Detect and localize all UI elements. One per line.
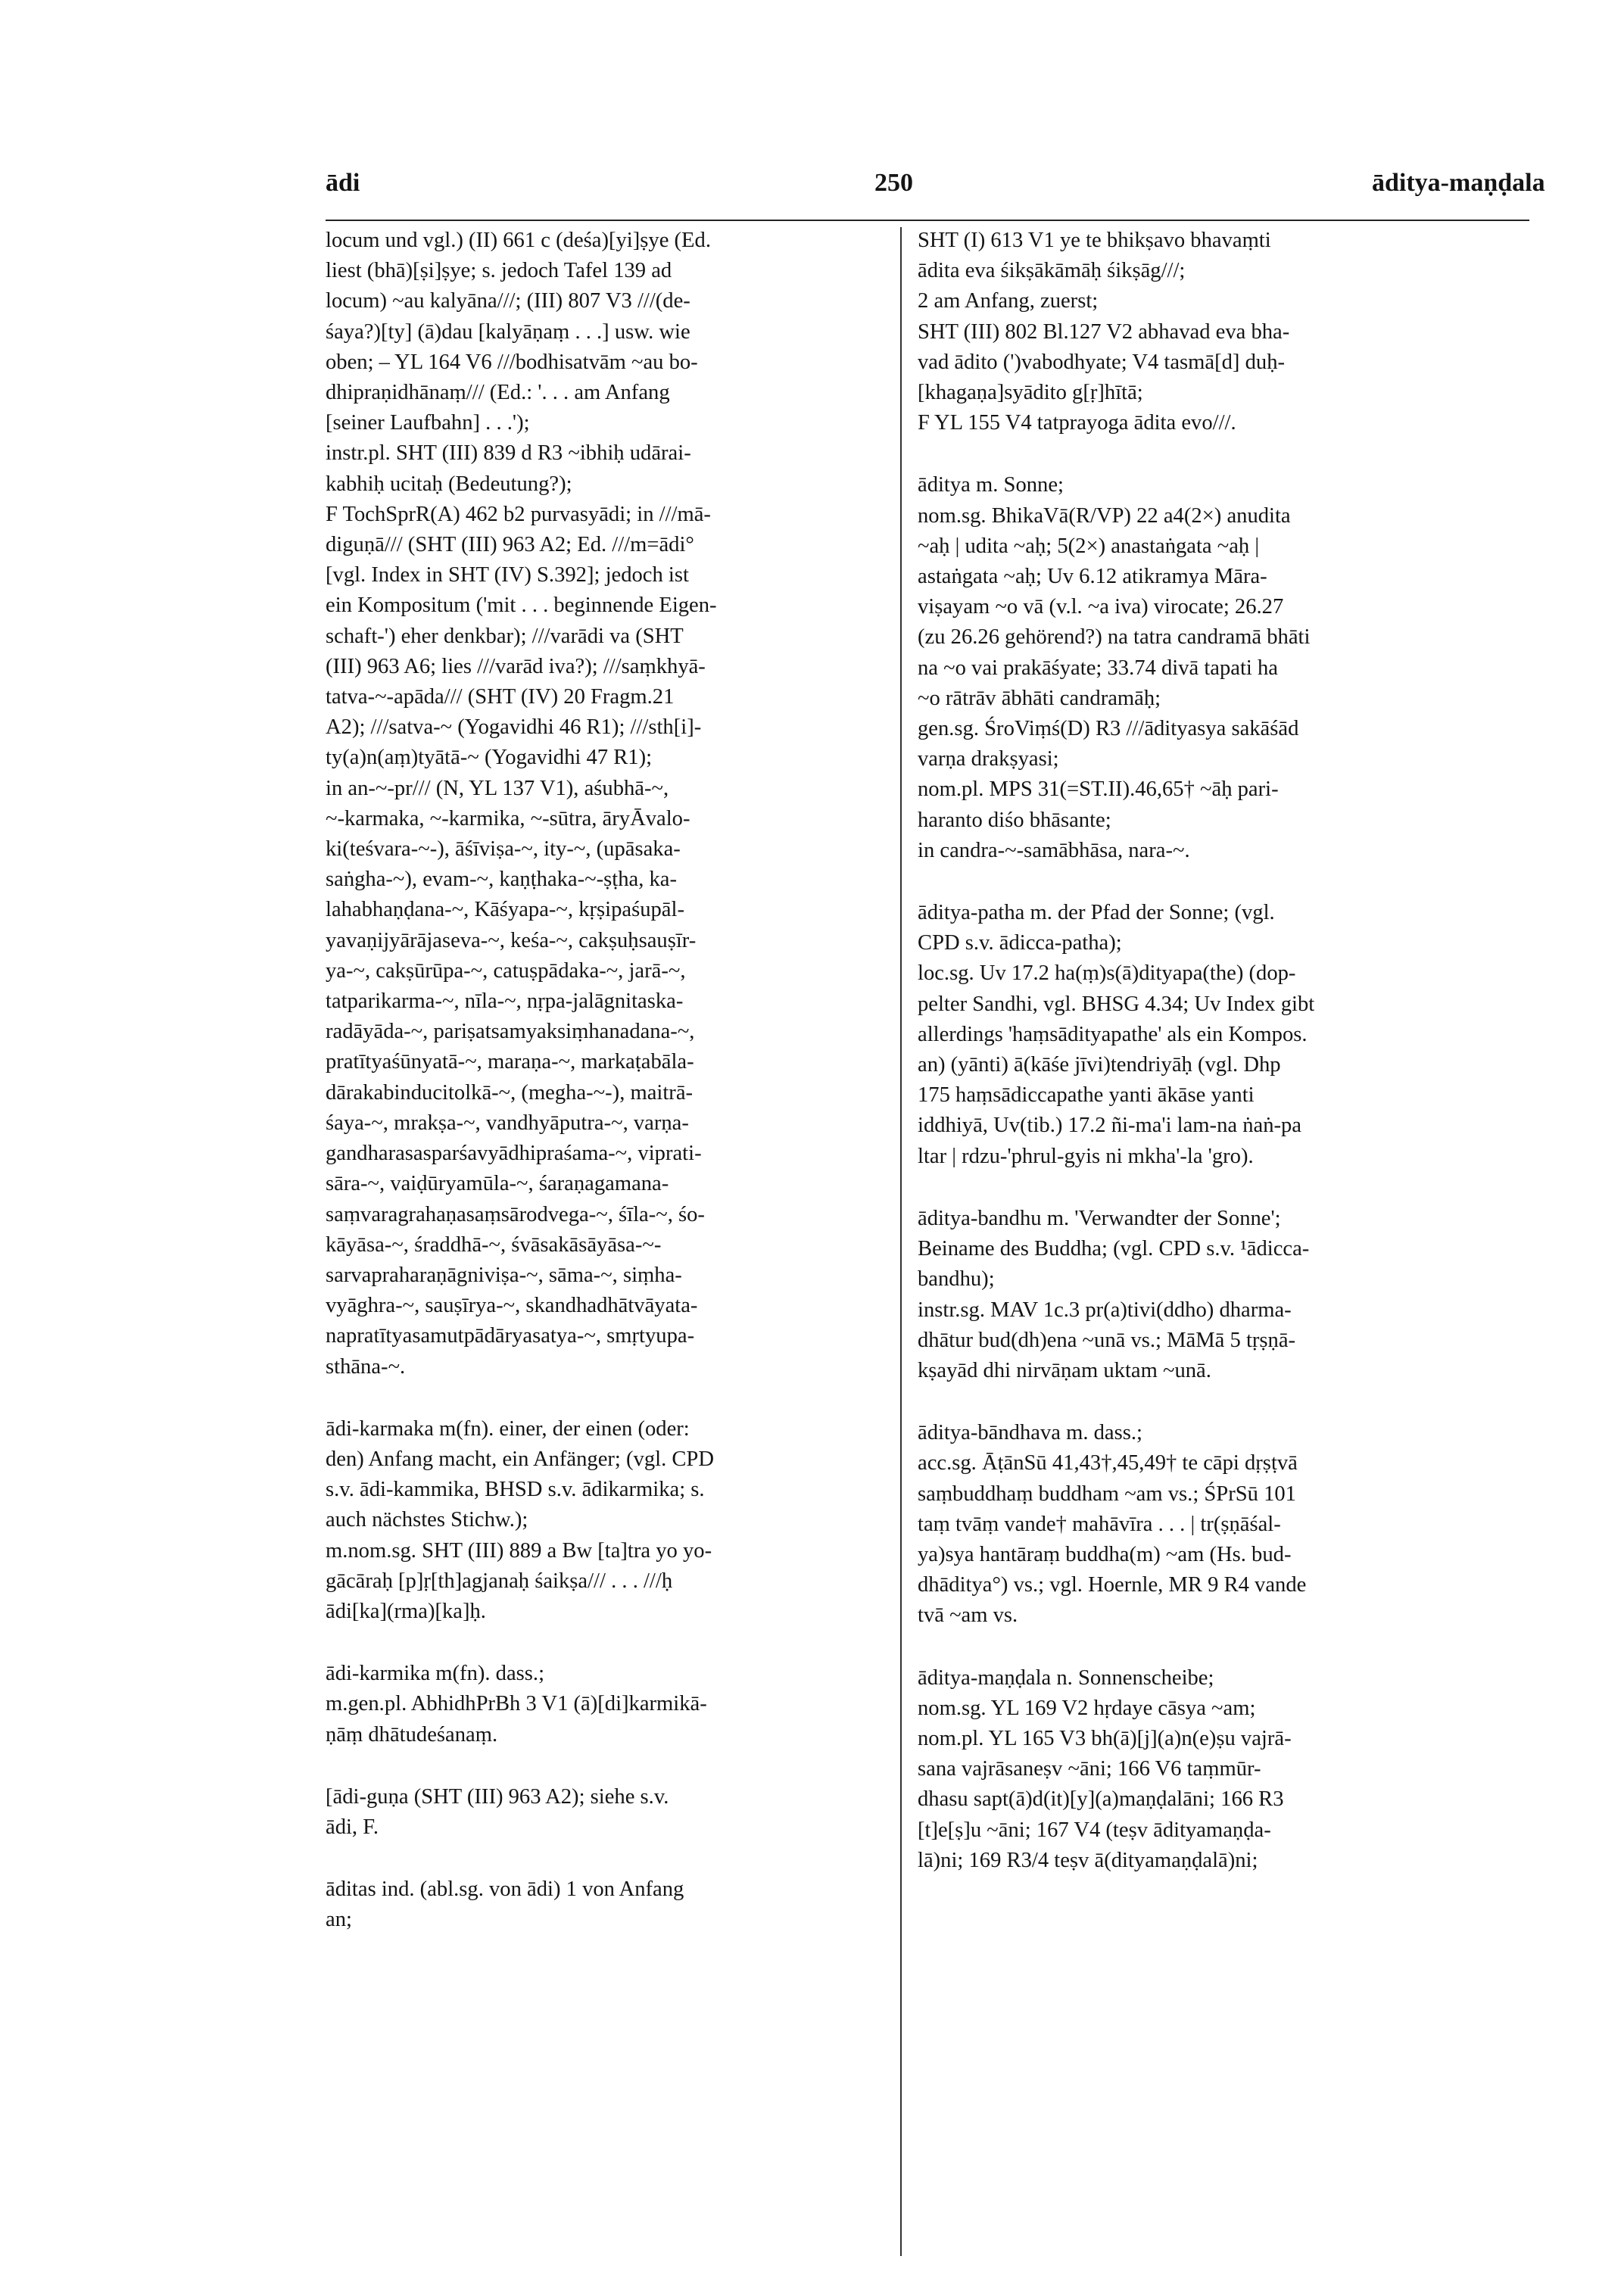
text-line: ya)sya hantāraṃ buddha(m) ~am (Hs. bud- [918, 1542, 1292, 1566]
text-line: taṃ tvāṃ vande† mahāvīra . . . | tr(ṣṇāśal- [918, 1512, 1281, 1536]
text-line: ltar | rdzu-'phrul-gyis ni mkha'-la 'gro). [918, 1144, 1254, 1168]
text-line: (III) 963 A6; lies ///varād iva?); ///saṃkhyā- [326, 654, 706, 678]
text-line: ādi-karmaka m(fn). einer, der einen (oder: [326, 1416, 690, 1441]
block-spacer [326, 1382, 884, 1414]
text-line: SHT (I) 613 V1 ye te bhikṣavo bhavaṃti [918, 229, 1271, 252]
dictionary-block [918, 836, 1523, 866]
text-line: ādi, F. [326, 1815, 379, 1839]
text-line: nom.pl. MPS 31(=ST.II).46,65† ~āḥ pari- [918, 777, 1279, 802]
text-line: Beiname des Buddha; (vgl. CPD s.v. ¹ādicca- [918, 1237, 1310, 1261]
text-line: napratītyasamutpādāryasatya-~, smṛtyupa- [326, 1324, 695, 1348]
block-spacer [918, 1172, 1523, 1204]
text-line: nom.sg. BhikaVā(R/VP) 22 a4(2×) anudita [918, 503, 1291, 528]
text-line: dhasu sapt(ā)d(it)[y](a)maṇḍalāni; 166 R3 [918, 1787, 1284, 1812]
text-line: varṇa drakṣyasi; [918, 747, 1059, 771]
block-spacer [326, 1627, 884, 1659]
text-line: in candra-~-samābhāsa, nara-~. [918, 838, 1190, 862]
text-line: śaya-~, mrakṣa-~, vandhyāputra-~, varṇa- [326, 1111, 689, 1135]
text-line: s.v. ādi-kammika, BHSD s.v. ādikarmika; s. [326, 1478, 705, 1502]
dictionary-block [918, 1694, 1523, 1724]
text-line: ya-~, cakṣūrūpa-~, catuṣpādaka-~, jarā-~, [326, 958, 686, 983]
text-line: instr.pl. SHT (III) 839 d R3 ~ibhiḥ udārai- [326, 441, 691, 466]
text-line: radāyāda-~, pariṣatsamyaksiṃhanadana-~, [326, 1020, 695, 1044]
dictionary-block [918, 958, 1523, 1171]
text-line: den) Anfang macht, ein Anfänger; (vgl. CPD [326, 1447, 714, 1471]
text-line: āditya-maṇḍala n. Sonnenscheibe; [918, 1666, 1214, 1690]
text-line: m.gen.pl. AbhidhPrBh 3 V1 (ā)[di]karmikā- [326, 1692, 707, 1716]
dictionary-block [326, 438, 884, 499]
text-line: an) (yānti) ā(kāśe jīvi)tendriyāḥ (vgl. Dhp [918, 1053, 1281, 1077]
text-line: sarvapraharaṇāgniviṣa-~, sāma-~, siṃha- [326, 1263, 682, 1287]
dictionary-block [918, 226, 1523, 286]
text-line: gen.sg. ŚroViṃś(D) R3 ///ādityasya sakāśād [918, 717, 1299, 741]
dictionary-block [918, 408, 1523, 438]
text-line: ~o rātrāv ābhāti candramāḥ; [918, 686, 1161, 710]
dictionary-block [918, 1295, 1523, 1387]
text-line: na ~o vai prakāśyate; 33.74 divā tapati ha [918, 656, 1278, 680]
left-column [326, 226, 884, 1936]
text-line: vad ādito (')vabodhyate; V4 tasmā[d] duḥ- [918, 350, 1286, 374]
text-line: saṃbuddhaṃ buddham ~am vs.; ŚPrSū 101 [918, 1482, 1296, 1506]
dictionary-block [326, 1689, 884, 1750]
block-spacer [918, 1631, 1523, 1663]
text-line: oben; – YL 164 V6 ///bodhisatvām ~au bo- [326, 350, 698, 374]
text-line: schaft-') eher denkbar); ///varādi va (SHT [326, 624, 684, 648]
text-line: dhātur bud(dh)ena ~unā vs.; MāMā 5 tṛṣṇā- [918, 1328, 1296, 1352]
text-line: 175 haṃsādiccapathe yanti ākāse yanti [918, 1083, 1255, 1108]
text-line: vyāghra-~, sauṣīrya-~, skandhadhātvāyata- [326, 1294, 698, 1318]
text-line: auch nächstes Stichw.); [326, 1508, 528, 1532]
text-line: ~-karmaka, ~-karmika, ~-sūtra, āryĀvalo- [326, 806, 690, 830]
right-column [918, 226, 1523, 1876]
dictionary-block [918, 470, 1523, 500]
text-line: sāra-~, vaiḍūryamūla-~, śaraṇagamana- [326, 1172, 669, 1196]
column-divider [900, 227, 902, 2256]
text-line: nom.sg. YL 169 V2 hṛdaye cāsya ~am; [918, 1696, 1256, 1720]
running-head-right: āditya-maṇḍala [1372, 169, 1545, 197]
text-line: [vgl. Index in SHT (IV) S.392]; jedoch ist [326, 563, 689, 587]
text-line: tatparikarma-~, nīla-~, nṛpa-jalāgnitaska- [326, 989, 684, 1014]
block-spacer [918, 1386, 1523, 1418]
text-line: lahabhaṇḍana-~, Kāśyapa-~, kṛṣipaśupāl- [326, 898, 684, 922]
text-line: āditya-bandhu m. 'Verwandter der Sonne'; [918, 1206, 1281, 1230]
text-line: dhāditya°) vs.; vgl. Hoernle, MR 9 R4 vande [918, 1573, 1307, 1597]
dictionary-block [326, 500, 884, 774]
text-line: (zu 26.26 gehörend?) na tatra candramā bhāti [918, 625, 1311, 650]
dictionary-block [918, 1448, 1523, 1631]
text-line: saṃvaragrahaṇasaṃsārodvega-~, śīla-~, śo- [326, 1202, 705, 1226]
dictionary-block [326, 1414, 884, 1536]
text-line: nom.pl. YL 165 V3 bh(ā)[j](a)n(e)ṣu vajrā- [918, 1726, 1292, 1750]
text-line: tatva-~-apāda/// (SHT (IV) 20 Fragm.21 [326, 685, 675, 709]
text-line: sthāna-~. [326, 1354, 406, 1379]
dictionary-block [918, 1204, 1523, 1295]
text-line: in an-~-pr/// (N, YL 137 V1), aśubhā-~, [326, 776, 669, 800]
text-line: viṣayam ~o vā (v.l. ~a iva) virocate; 26.27 [918, 595, 1284, 619]
text-line: A2); ///satva-~ (Yogavidhi 46 R1); ///sth[i]- [326, 715, 702, 740]
text-line: pelter Sandhi, vgl. BHSG 4.34; Uv Index gibt [918, 992, 1315, 1016]
dictionary-block [918, 1418, 1523, 1448]
text-line: kabhiḥ ucitaḥ (Bedeutung?); [326, 472, 572, 496]
text-line: āditya-patha m. der Pfad der Sonne; (vgl. [918, 901, 1275, 925]
dictionary-block [918, 774, 1523, 835]
text-line: dhipraṇidhānaṃ/// (Ed.: '. . . am Anfang [326, 381, 670, 405]
text-line: gandharasasparśavyādhipraśama-~, viprati- [326, 1142, 702, 1166]
text-line: astaṅgata ~aḥ; Uv 6.12 atikramya Māra- [918, 565, 1267, 589]
dictionary-block [918, 1663, 1523, 1694]
text-line: śaya?)[ty] (ā)dau [kalyāṇaṃ . . .] usw. wie [326, 319, 690, 344]
text-line: haranto diśo bhāsante; [918, 808, 1111, 832]
text-line: [seiner Laufbahn] . . .'); [326, 411, 530, 435]
dictionary-block [918, 714, 1523, 774]
dictionary-block [918, 898, 1523, 958]
text-line: yavaṇijyārājaseva-~, keśa-~, cakṣuḥsauṣīr- [326, 928, 697, 952]
text-line: ~aḥ | udita ~aḥ; 5(2×) anastaṅgata ~aḥ | [918, 534, 1260, 558]
text-line: ādita eva śikṣākāmāḥ śikṣāg///; [918, 259, 1186, 283]
text-line: sana vajrāsaneṣv ~āni; 166 V6 taṃmūr- [918, 1757, 1261, 1781]
text-line: ty(a)n(aṃ)tyātā-~ (Yogavidhi 47 R1); [326, 746, 653, 770]
text-line: diguṇā/// (SHT (III) 963 A2; Ed. ///m=ādi° [326, 533, 694, 557]
text-line: CPD s.v. ādicca-patha); [918, 931, 1122, 955]
dictionary-block [326, 774, 884, 1382]
text-line: lā)ni; 169 R3/4 teṣv ā(dityamaṇḍalā)ni; [918, 1848, 1258, 1872]
text-line: locum und vgl.) (II) 661 c (deśa)[yi]ṣye (Ed. [326, 229, 711, 252]
block-spacer [918, 866, 1523, 898]
text-line: iddhiyā, Uv(tib.) 17.2 ñi-ma'i lam-na ṅaṅ-pa [918, 1114, 1301, 1138]
text-line: āditas ind. (abl.sg. von ādi) 1 von Anfang [326, 1877, 684, 1902]
dictionary-block [918, 317, 1523, 409]
text-line: liest (bhā)[ṣi]ṣye; s. jedoch Tafel 139 ad [326, 259, 672, 283]
running-head-left: ādi [326, 169, 360, 197]
text-line: gācāraḥ [p]ṛ[th]agjanaḥ śaikṣa/// . . . ///ḥ [326, 1569, 673, 1593]
text-line: instr.sg. MAV 1c.3 pr(a)tivi(ddho) dharma- [918, 1298, 1292, 1322]
dictionary-block [326, 1659, 884, 1689]
text-line: kṣayād dhi nirvāṇam uktam ~unā. [918, 1358, 1211, 1382]
text-line: ādi-karmika m(fn). dass.; [326, 1662, 545, 1686]
text-line: 2 am Anfang, zuerst; [918, 289, 1099, 313]
text-line: āditya-bāndhava m. dass.; [918, 1421, 1142, 1445]
header-rule [326, 220, 1529, 221]
text-line: dārakabinducitolkā-~, (megha-~-), maitrā- [326, 1080, 694, 1105]
dictionary-block [326, 1536, 884, 1628]
text-line: saṅgha-~), evam-~, kaṇṭhaka-~-ṣṭha, ka- [326, 868, 678, 892]
dictionary-block [326, 1874, 884, 1935]
text-line: tvā ~am vs. [918, 1603, 1018, 1628]
text-line: ein Kompositum ('mit . . . beginnende Eigen- [326, 594, 717, 618]
dictionary-block [918, 501, 1523, 714]
text-line: āditya m. Sonne; [918, 473, 1064, 497]
text-line: acc.sg. ĀṭānSū 41,43†,45,49† te cāpi dṛṣṭvā [918, 1451, 1298, 1475]
block-spacer [326, 1843, 884, 1874]
text-line: ki(teśvara-~-), āśīviṣa-~, ity-~, (upāsaka- [326, 837, 681, 862]
text-line: loc.sg. Uv 17.2 ha(ṃ)s(ā)dityapa(the) (dop- [918, 961, 1296, 986]
text-line: [t]e[ṣ]u ~āni; 167 V4 (teṣv ādityamaṇḍa- [918, 1818, 1271, 1842]
block-spacer [918, 438, 1523, 470]
block-spacer [326, 1750, 884, 1782]
dictionary-block [326, 226, 884, 438]
text-line: F TochSprR(A) 462 b2 purvasyādi; in ///mā- [326, 502, 711, 526]
text-line: ādi[ka](rma)[ka]ḥ. [326, 1599, 486, 1623]
text-line: [khagaṇa]syādito g[ṛ]hītā; [918, 381, 1143, 405]
text-line: kāyāsa-~, śraddhā-~, śvāsakāsāyāsa-~- [326, 1232, 662, 1257]
text-line: SHT (III) 802 Bl.127 V2 abhavad eva bha- [918, 319, 1290, 344]
text-line: m.nom.sg. SHT (III) 889 a Bw [ta]tra yo yo- [326, 1538, 712, 1563]
text-line: allerdings 'haṃsādityapathe' als ein Kompos. [918, 1022, 1308, 1046]
text-line: pratītyaśūnyatā-~, maraṇa-~, markaṭabāla- [326, 1050, 694, 1074]
text-line: locum) ~au kalyāna///; (III) 807 V3 ///(de- [326, 289, 690, 313]
dictionary-block [918, 286, 1523, 316]
dictionary-block [918, 1724, 1523, 1876]
text-line: bandhu); [918, 1267, 995, 1292]
text-line: [ādi-guṇa (SHT (III) 963 A2); siehe s.v. [326, 1784, 669, 1809]
text-line: ṇāṃ dhātudeśanaṃ. [326, 1722, 498, 1747]
dictionary-block [326, 1782, 884, 1843]
page-number: 250 [874, 169, 913, 197]
text-line: an; [326, 1908, 352, 1932]
text-line: F YL 155 V4 tatprayoga ādita evo///. [918, 411, 1236, 435]
